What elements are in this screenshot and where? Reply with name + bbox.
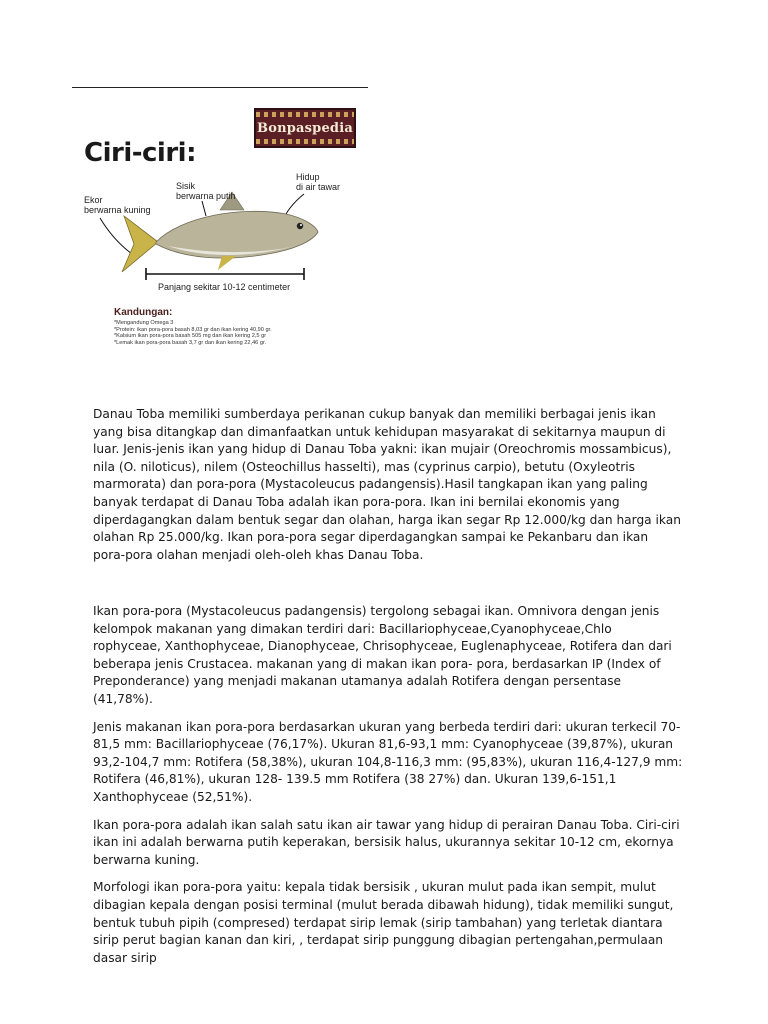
fish-body xyxy=(156,211,318,258)
intro-section xyxy=(93,406,683,574)
paragraph: Morfologi ikan pora-pora yaitu: kepala tidak bersisik , ukuran mulut pada ikan sempit, mulut dibagian kepala dengan posisi terminal (mulut berada dibawah hidung), tidak memiliki sungut, bentuk tubuh pipih (compresed) terdapat sirip lemak (sirip tambahan) yang terletak diantara sirip perut bagian kanan dan kiri, , terdapat sirip punggung dibagian pertengahan,permulaan dasar sirip xyxy=(93,880,674,965)
fish-infographic xyxy=(72,104,368,350)
label-sisik: Sisik berwarna putih xyxy=(176,181,236,201)
kandungan-item: *Protein: ikan pora-pora basah 8,03 gr dan ikan kering 40,90 gr. xyxy=(114,326,272,333)
paragraph: Danau Toba memiliki sumberdaya perikanan cukup banyak dan memiliki berbagai jenis ikan yang bisa ditangkap dan dimanfaatkan untuk kehidupan masyarakat di sekitarnya maupun di luar. Jenis-jenis ikan yang hidup di Danau Toba yakni: ikan mujair (Oreochromis mossambicus), nila (O. niloticus), nilem (Osteochillus hasselti), mas (cyprinus carpio), betutu (Oxyleotris marmorata) dan pora-pora (Mystacoleucus padangensis).Hasil tangkapan ikan yang paling banyak terdapat di Danau Toba adalah ikan pora-pora. Ikan ini bernilai ekonomis yang diperdagangkan dalam bentuk segar dan olahan, harga ikan segar Rp 12.000/kg dan harga ikan olahan Rp 25.000/kg. Ikan pora-pora segar diperdagangkan sampai ke Pekanbaru dan ikan pora-pora olahan menjadi oleh-oleh khas Danau Toba. xyxy=(93,407,681,562)
fish-eye xyxy=(297,223,303,229)
main-section xyxy=(93,603,683,977)
fish-tail xyxy=(122,216,158,272)
kandungan-title: Kandungan: xyxy=(114,307,173,318)
pointer-sisik-line xyxy=(202,201,206,216)
label-panjang: Panjang sekitar 10-12 centimeter xyxy=(158,282,291,292)
kandungan-item: *Kalsium ikan pora-pora basah 505 mg dan ikan kering 2,5 gr xyxy=(114,333,267,340)
horizontal-rule xyxy=(72,87,368,88)
label-hidup: Hidup di air tawar xyxy=(296,172,341,192)
kandungan-item: *Lemak ikan pora-pora basah 3,7 gr dan ikan kering 22,46 gr. xyxy=(114,339,267,346)
paragraph: Jenis makanan ikan pora-pora berdasarkan ukuran yang berbeda terdiri dari: ukuran terkecil 70-81,5 mm: Bacillariophyceae (76,17%). Ukuran 81,6-93,1 mm: Cyanophyceae (39,87%), ukuran 93,2-104,7 mm: Rotifera (58,38%), ukuran 104,8-116,3 mm: (95,83%), ukuran 116,4-127,9 mm: Rotifera (46,81%), ukuran 128- 139.5 mm Rotifera (38 27%) dan. Ukuran 139,6-151,1 Xanthophyceae (52,51%). xyxy=(93,719,683,804)
kandungan-list xyxy=(114,320,354,346)
paragraph: Ikan pora-pora adalah ikan salah satu ikan air tawar yang hidup di perairan Danau Toba. Ciri-ciri ikan ini adalah berwarna putih keperakan, bersisik halus, ukurannya sekitar 10-12 cm, ekornya berwarna kuning. xyxy=(93,817,680,867)
kandungan-item: *Mengandung Omega 3 xyxy=(114,320,174,326)
brand-name: Bonpaspedia xyxy=(257,121,353,136)
label-ekor: Ekor berwarna kuning xyxy=(84,195,151,215)
paragraph: Ikan pora-pora (Mystacoleucus padangensis) tergolong sebagai ikan. Omnivora dengan jenis kelompok makanan yang dimakan terdiri dari: Bacillariophyceae,Cyanophyceae,Chlo rophyceae, Xanthophyceae, Dianophyceae, Chrisophyceae, Euglenaphyceae, Rotifera dan dari beberapa jenis Crustacea. makanan yang di makan ikan pora- pora, berdasarkan IP (Index of Preponderance) yang menjadi makanan utamanya adalah Rotifera dengan persentase (41,78%). xyxy=(93,604,672,706)
infographic-title: Ciri-ciri: xyxy=(84,138,196,168)
